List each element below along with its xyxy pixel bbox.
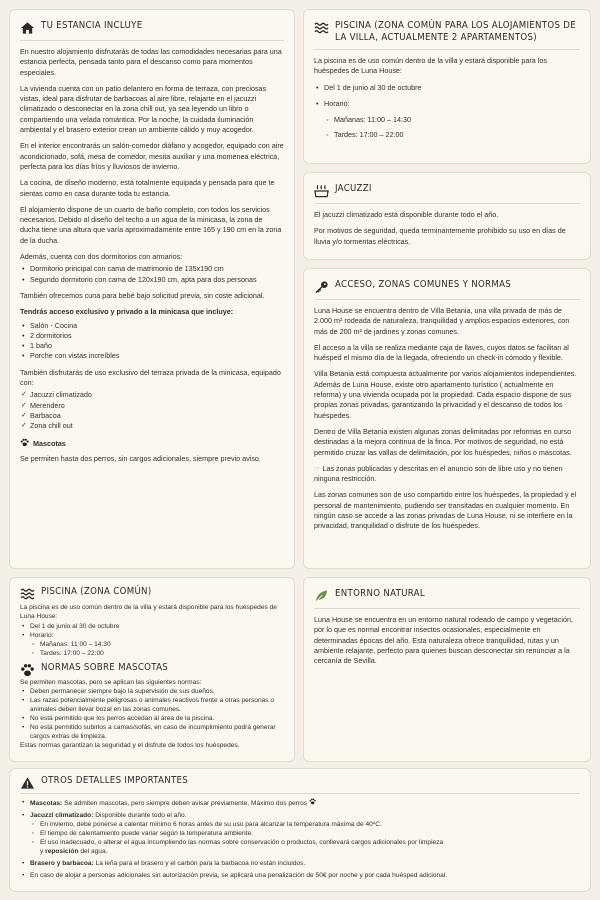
list-item: • Deben permanecer siempre bajo la supervisión de sus dueños.: [20, 687, 284, 696]
details-list-2: [20, 859, 580, 880]
exclusive-list: [20, 321, 284, 362]
list-item: ✓ Jacuzzi climatizado: [20, 390, 284, 400]
paw-icon: [20, 663, 35, 677]
pool2-text: La piscina es de uso común dentro de la villa y estará disponible para los huéspedes de Luna House:: [20, 604, 277, 620]
list-item: ◦ Mañanas: 11:00 – 14:30: [324, 115, 580, 125]
pets-label: Mascotas: [33, 438, 66, 448]
pool-card: [303, 9, 591, 164]
details-jacuzzi-tail: y: [40, 848, 46, 855]
list-item: ✓ Barbacoa: [20, 411, 284, 421]
list-item: • 1 baño: [20, 341, 284, 351]
list-item: ◦ Tardes: 17:00 – 22:00: [30, 649, 284, 658]
stay-paragraph: La vivienda cuenta con un patio delantero en forma de terraza, con preciosas vistas, ideal para disfrutar de barbacoas al aire libre, relajarte en el jacuzzi climatizado o desconectar en la zona chill out, ya sea leyendo un libro o compartiendo una velada romántica. Por la noche, la cuidada iluminación ambiental y el brasero exterior crean un ambiente cálido y muy acogedor.: [20, 83, 267, 135]
details-list: [20, 798, 580, 820]
access-header: [314, 279, 580, 300]
details-jacuzzi-label: Jacuzzi climatizado:: [30, 812, 94, 819]
access-paragraph: El acceso a la villa se realiza mediante caja de llaves, cuyos datos se facilitan al huésped el mismo día de la llegada, ofreciendo un check-in cómodo y flexible.: [314, 342, 569, 363]
list-item: [20, 859, 580, 868]
pool-rules-card: [9, 577, 295, 762]
access-paragraph: Dentro de Villa Betania existen algunas zonas delimitadas por reformas en curso destinadas a la mejora continua de la finca. Por motivos de seguridad, no está permitido cruzar las vallas de delimitación, por los huéspedes, niños o mascotas.: [314, 426, 572, 457]
details-card: [9, 768, 591, 892]
list-item: ✓ Merendero: [20, 401, 284, 411]
details-jacuzzi-item: El uso inadecuado, o alterar el agua incumpliendo las normas sobre conservación o productos, conllevará cargos adicionales por limpieza: [40, 839, 444, 846]
list-item: • En caso de alojar a personas adicionales sin autorización previa, se aplicará una penalización de 50€ por noche y por cada huésped adicional.: [20, 871, 580, 880]
details-jacuzzi-text: Disponible durante todo el año.: [95, 812, 187, 819]
pool2-header: [20, 586, 284, 601]
list-item: • Horario:: [314, 99, 580, 109]
list-item: • Del 1 de junio al 30 de octubre: [20, 622, 284, 631]
petrules-list: [20, 687, 284, 741]
details-bbq-text: La leña para el brasero y el carbón para la barbacoa no están incluidos.: [95, 860, 306, 867]
stay-card: [9, 9, 295, 569]
access-paragraph: [314, 464, 580, 485]
paw-icon: [309, 800, 316, 807]
pool-hours: [314, 115, 580, 141]
water-icon: [314, 21, 329, 35]
nature-card: [303, 577, 591, 762]
hot-tub-icon: [314, 184, 329, 198]
bedroom-list: [20, 264, 284, 285]
stay-header: [20, 20, 284, 41]
list-item: • Porche con vistas increíbles: [20, 351, 284, 361]
list-item: ✓ Zona chill out: [20, 421, 284, 431]
stay-paragraph: En el interior encontrarás un salón-comedor diáfano y acogedor, equipado con aire acondicionado, sofá, mesa de comedor, mesita auxiliar y una momenea eléctrica, perfecta para los días fríos y lluviosos de invierno.: [20, 141, 284, 171]
stay-paragraph: El alojamiento dispone de un cuarto de baño completo, con todos los servicios necesarios. Debido al diseño del techo a un agua de la minicasa, la zona de ducha tiene una altura que varía aproximadamente entre 165 y 190 cm en la zona de la ducha.: [20, 204, 282, 245]
jacuzzi-header: [314, 183, 580, 204]
access-card: [303, 268, 591, 569]
stay-paragraph: En nuestro alojamiento disfrutarás de todas las comodidades necesarias para una estancia perfecta, pensada tanto para el descanso como para momentos especiales.: [20, 47, 282, 77]
list-item: • 2 dormitorios: [20, 331, 284, 341]
pool-text: La piscina es de uso común dentro de la villa y estará disponible para los huéspedes de Luna House:: [314, 56, 547, 76]
details-header: [20, 775, 580, 794]
list-item: • No está permitido que los perros accedan al área de la piscina.: [20, 714, 284, 723]
petrules-outro: Estas normas garantizan la seguridad y el disfrute de todos los huéspedes.: [20, 742, 240, 749]
jacuzzi-text: El jacuzzi climatizado está disponible durante todo el año.: [314, 210, 499, 219]
petrules-intro: Se permiten mascotas, pero se aplican las siguientes normas:: [20, 679, 202, 686]
paw-icon: [20, 438, 29, 450]
list-item: ◦ El tiempo de calentamiento puede variar según la temperatura ambiente.: [30, 829, 580, 838]
pets-text: Se permiten hasta dos perros, sin cargos adicionales, siempre previo aviso.: [20, 453, 261, 463]
access-paragraph: Villa Betania está compuesta actualmente por varios alojamientos independientes. Además de Luna House, existe otro apartamento turístico ( actualmente en reforma) y una vivienda ocupada por la propiedad. Cada espacio dispone de sus propias zonas privadas, garantizando la privacidad y el descanso de todos los huéspedes.: [314, 369, 577, 420]
access-paragraph: Luna House se encuentra dentro de Villa Betania, una villa privada de más de 2.000 m² rodeada de naturaleza, tranquilidad y amplios espacios exteriores, con más de 200 m² de jardines y zonas comunes.: [314, 306, 570, 336]
list-item: • Salón - Cocina: [20, 321, 284, 331]
stay-paragraph: También disfrutarás de uso exclusivo del terraza privada de la minicasa, equipado con:: [20, 367, 281, 388]
details-title: OTROS DETALLES IMPORTANTES: [41, 775, 189, 786]
pool2-schedule: [20, 622, 284, 640]
list-item: ◦ Tardes: 17:00 – 22:00: [324, 130, 580, 140]
details-jacuzzi-tail-bold: reposición: [45, 848, 79, 855]
pool2-hours: [20, 640, 284, 658]
access-note: Las zonas publicadas y descritas en el anuncio son de libre uso y no tienen ninguna restricción.: [314, 463, 563, 484]
list-item: • Del 1 de junio al 30 de octubre: [314, 83, 580, 93]
water-icon: [20, 587, 35, 601]
pool-schedule: [314, 83, 580, 110]
nature-text: Luna House se encuentra en un entorno natural rodeado de campo y vegetación, por lo que es normal encontrar insectos ocasionales, especialmente en determinadas épocas del año. Esta naturaleza ofrece tranquilidad, rutas y un ambiente relajante, perfecto para quienes buscan desconectar sin renunciar a la cercanía de Sevilla.: [314, 615, 573, 666]
list-item: • Horario:: [20, 631, 284, 640]
jacuzzi-text: Por motivos de seguridad, queda terminantemente prohibido su uso en días de lluvia y/o tormentas eléctricas.: [314, 226, 566, 246]
details-bbq-label: Brasero y barbacoa:: [30, 860, 94, 867]
details-jacuzzi-tail-end: del agua.: [78, 848, 108, 855]
list-item: • No está permitido subirlos a camas/sofás, en caso de incumplimiento podrá generar cargos extras de limpieza.: [20, 723, 284, 741]
house-icon: [20, 21, 35, 35]
jacuzzi-card: [303, 172, 591, 260]
nature-header: [314, 588, 580, 609]
list-item: ◦ Mañanas: 11:00 – 14:30: [30, 640, 284, 649]
terrace-list: [20, 390, 284, 431]
key-icon: [314, 280, 329, 294]
list-item: • Segundo dormitorio con cama de 120x190 cm, apta para dos personas: [20, 275, 284, 285]
stay-title: TU ESTANCIA INCLUYE: [41, 20, 143, 31]
petrules-header: [20, 662, 284, 677]
details-pets-label: Mascotas:: [30, 800, 63, 807]
pool-header: [314, 20, 580, 50]
list-item: ◦ En invierno, debe ponerse a calentar mínimo 6 horas antes de su uso para alcanzar la temperatura máxima de 40ºC.: [30, 820, 580, 829]
warning-icon: [20, 776, 35, 790]
access-paragraph: Las zonas comunes son de uso compartido entre los huéspedes, la propiedad y el personal de mantenimiento, pudiendo ser transitadas en cualquier momento. En ningún caso se accede a las zonas privadas de Luna House, ni se interfiere en la privacidad, tranquilidad o disfrute de los huéspedes.: [314, 490, 577, 531]
petrules-title: NORMAS SOBRE MASCOTAS: [41, 662, 169, 673]
details-jacuzzi-list: [20, 820, 580, 856]
stay-paragraph: También ofrecemos cuna para bebé bajo solicitud previa, sin coste adicional.: [20, 290, 265, 300]
leaf-icon: [314, 589, 329, 603]
access-title: ACCESO, ZONAS COMUNES Y NORMAS: [335, 279, 512, 290]
pets-label-row: [20, 438, 284, 450]
pool2-title: PISCINA (ZONA COMÚN): [41, 586, 152, 597]
list-item: [20, 798, 580, 808]
stay-paragraph: La cocina, de diseño moderno, está totalmente equipada y pensada para que te sientas como en casa durante toda tu estancia.: [20, 178, 275, 198]
details-pets-text: Se admiten mascotas, pero siempre deben avisar previamente. Máximo dos perros: [64, 800, 308, 807]
jacuzzi-title: JACUZZI: [335, 183, 372, 194]
pointing-hand-icon: ☞: [314, 463, 321, 473]
nature-title: ENTORNO NATURAL: [335, 588, 425, 599]
stay-paragraph: Además, cuenta con dos dormitorios con armarios:: [20, 252, 183, 262]
list-item: • Dormitorio principal con cama de matrimonio de 135x190 cm: [20, 264, 284, 274]
list-item: • Las razas potencialmente peligrosas o animales reactivos frente a otras personas o animales deben llevar bozal en las zonas comunes.: [20, 696, 284, 714]
list-item: [30, 838, 580, 856]
list-item: [20, 811, 580, 820]
pool-title: PISCINA (ZONA COMÚN PARA LOS ALOJAMIENTOS DE LA VILLA, ACTUALMENTE 2 APARTAMENTOS): [335, 20, 576, 43]
exclusive-title: Tendrás acceso exclusivo y privado a la minicasa que incluye:: [20, 307, 234, 317]
